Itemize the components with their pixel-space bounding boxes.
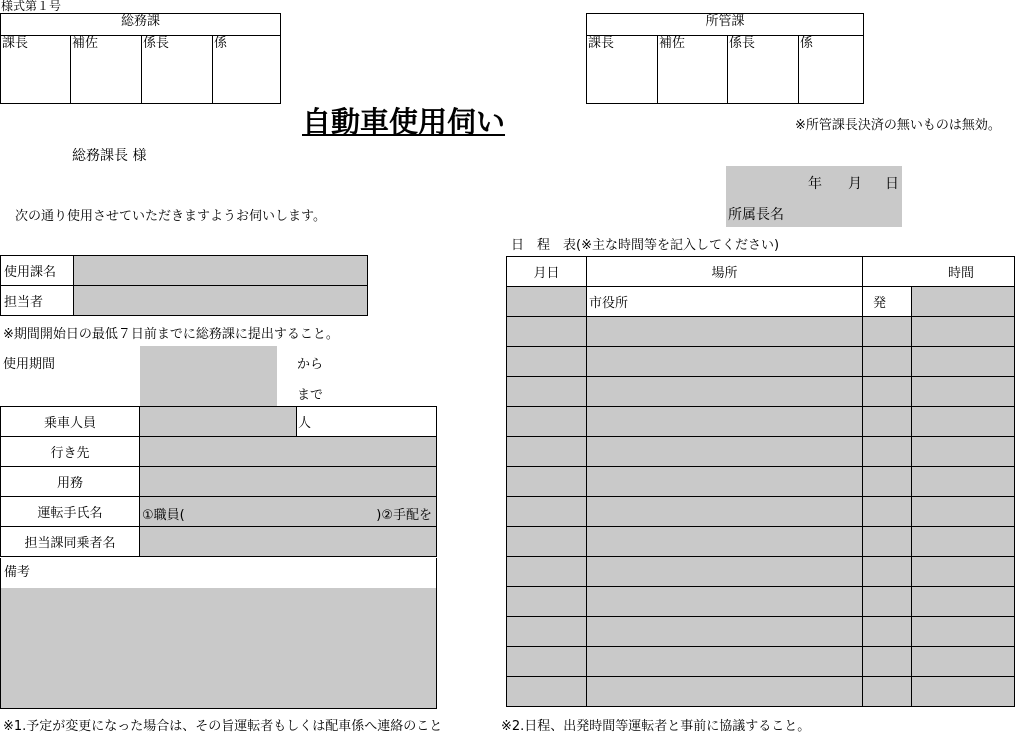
schedule-date-cell[interactable] [507, 467, 587, 497]
table-row [507, 497, 1015, 527]
destination-label: 行き先 [1, 437, 140, 467]
schedule-time-prefix-cell[interactable] [863, 497, 912, 527]
schedule-time-prefix-cell[interactable] [863, 467, 912, 497]
schedule-date-cell[interactable] [507, 647, 587, 677]
schedule-date-cell[interactable] [507, 317, 587, 347]
schedule-date-cell[interactable] [507, 407, 587, 437]
general-affairs-box-title: 総務課 [1, 14, 281, 36]
footnote-1: ※1.予定が変更になった場合は、その旨運転者もしくは配車係へ連絡のこと [3, 719, 443, 734]
schedule-place-cell[interactable] [587, 437, 863, 467]
remarks-label: 備考 [4, 565, 31, 580]
jurisdiction-cell-staff[interactable]: 係 [799, 36, 864, 104]
period-from: から [297, 357, 324, 372]
table-row [507, 287, 1015, 317]
schedule-time-prefix-cell[interactable] [863, 377, 912, 407]
month-label: 月 [848, 176, 862, 192]
schedule-place-cell[interactable] [587, 647, 863, 677]
destination-field[interactable] [140, 437, 437, 467]
driver-option1: ①職員( [142, 508, 185, 523]
passengers-field[interactable] [140, 407, 297, 437]
jurisdiction-approval-box [586, 13, 864, 104]
period-to: まで [297, 388, 324, 403]
schedule-place-cell[interactable] [587, 467, 863, 497]
trip-details-table [0, 406, 437, 557]
schedule-time-cell[interactable] [912, 557, 1015, 587]
table-row [507, 317, 1015, 347]
schedule-place-cell[interactable] [587, 347, 863, 377]
schedule-time-cell[interactable] [912, 527, 1015, 557]
schedule-date-cell[interactable] [507, 527, 587, 557]
schedule-date-cell[interactable] [507, 377, 587, 407]
table-row [507, 557, 1015, 587]
schedule-time-prefix-cell[interactable] [863, 647, 912, 677]
schedule-date-cell[interactable] [507, 677, 587, 707]
schedule-place-cell[interactable] [587, 407, 863, 437]
schedule-time-cell[interactable] [912, 377, 1015, 407]
table-row [507, 617, 1015, 647]
page-title: 自動車使用伺い [302, 105, 506, 139]
schedule-place-cell[interactable] [587, 677, 863, 707]
year-label: 年 [808, 176, 822, 192]
jurisdiction-cell-section-chief[interactable]: 課長 [587, 36, 658, 104]
schedule-time-cell[interactable] [912, 677, 1015, 707]
schedule-place-cell[interactable] [587, 527, 863, 557]
approval-cell-subsection-chief[interactable]: 係長 [142, 36, 213, 104]
driver-option2: )②手配を [376, 508, 432, 523]
jurisdiction-note: ※所管課長決済の無いものは無効。 [795, 118, 1001, 133]
table-row [507, 347, 1015, 377]
schedule-date-cell[interactable] [507, 497, 587, 527]
table-row [507, 377, 1015, 407]
schedule-place-cell[interactable] [587, 617, 863, 647]
schedule-date-cell[interactable] [507, 347, 587, 377]
schedule-place-cell[interactable] [587, 377, 863, 407]
user-dept-label: 使用課名 [1, 256, 74, 286]
table-row [507, 647, 1015, 677]
business-field[interactable] [140, 467, 437, 497]
period-label: 使用期間 [3, 357, 56, 372]
jurisdiction-box-title: 所管課 [587, 14, 864, 36]
business-label: 用務 [1, 467, 140, 497]
schedule-time-cell[interactable] [912, 497, 1015, 527]
applicant-table [0, 255, 368, 316]
schedule-time-cell[interactable] [912, 287, 1015, 317]
schedule-time-prefix-cell[interactable] [863, 527, 912, 557]
person-in-charge-field[interactable] [74, 286, 368, 316]
dept-head-label: 所属長名 [728, 207, 784, 223]
table-row [507, 467, 1015, 497]
person-in-charge-label: 担当者 [1, 286, 74, 316]
schedule-table [506, 256, 1015, 707]
schedule-date-cell[interactable] [507, 617, 587, 647]
remarks-field[interactable] [1, 588, 436, 708]
schedule-time-cell[interactable] [912, 587, 1015, 617]
schedule-time-cell[interactable] [912, 647, 1015, 677]
schedule-time-cell[interactable] [912, 347, 1015, 377]
schedule-time-prefix-cell[interactable] [863, 557, 912, 587]
approval-cell-section-chief[interactable]: 課長 [1, 36, 71, 104]
co-rider-label: 担当課同乗者名 [1, 527, 140, 557]
table-row [507, 677, 1015, 707]
period-field[interactable] [140, 346, 277, 406]
schedule-place-cell[interactable] [587, 587, 863, 617]
date-signature-box[interactable] [726, 166, 902, 227]
schedule-header-time: 時間 [863, 257, 1015, 287]
schedule-time-prefix-cell[interactable] [863, 317, 912, 347]
schedule-time-prefix-cell[interactable] [863, 407, 912, 437]
approval-cell-assistant[interactable]: 補佐 [71, 36, 142, 104]
form-number: 様式第１号 [1, 0, 62, 13]
table-row [507, 437, 1015, 467]
schedule-time-prefix-cell[interactable] [863, 617, 912, 647]
schedule-time-prefix-cell[interactable] [863, 437, 912, 467]
schedule-place-cell[interactable] [587, 317, 863, 347]
deadline-note: ※期間開始日の最低７日前までに総務課に提出すること。 [3, 327, 339, 342]
jurisdiction-cell-subsection-chief[interactable]: 係長 [728, 36, 799, 104]
co-rider-field[interactable] [140, 527, 437, 557]
remarks-box [0, 558, 437, 709]
passengers-label: 乗車人員 [1, 407, 140, 437]
general-affairs-approval-box [0, 13, 281, 104]
schedule-date-cell[interactable] [507, 437, 587, 467]
driver-field[interactable] [140, 497, 437, 527]
schedule-time-cell[interactable] [912, 317, 1015, 347]
addressee: 総務課長 様 [72, 148, 147, 164]
schedule-place-cell[interactable]: 市役所 [587, 287, 863, 317]
passengers-unit: 人 [297, 407, 437, 437]
table-row [507, 587, 1015, 617]
schedule-time-cell[interactable] [912, 407, 1015, 437]
schedule-place-cell[interactable] [587, 497, 863, 527]
schedule-header-place: 場所 [587, 257, 863, 287]
schedule-time-prefix-cell[interactable] [863, 677, 912, 707]
day-label: 日 [885, 176, 899, 192]
schedule-time-prefix: 発 [863, 287, 912, 317]
schedule-header-date: 月日 [507, 257, 587, 287]
table-row [507, 407, 1015, 437]
user-dept-field[interactable] [74, 256, 368, 286]
approval-cell-staff[interactable]: 係 [213, 36, 281, 104]
schedule-heading: 日 程 表(※主な時間等を記入してください) [511, 238, 780, 253]
schedule-time-cell[interactable] [912, 437, 1015, 467]
footnote-2: ※2.日程、出発時間等運転者と事前に協議すること。 [501, 719, 811, 734]
schedule-date-cell[interactable] [507, 287, 587, 317]
request-text: 次の通り使用させていただきますようお伺いします。 [15, 209, 326, 224]
schedule-place-cell[interactable] [587, 557, 863, 587]
schedule-time-prefix-cell[interactable] [863, 347, 912, 377]
schedule-date-cell[interactable] [507, 557, 587, 587]
schedule-time-prefix-cell[interactable] [863, 587, 912, 617]
schedule-time-cell[interactable] [912, 467, 1015, 497]
driver-label: 運転手氏名 [1, 497, 140, 527]
table-row [507, 527, 1015, 557]
jurisdiction-cell-assistant[interactable]: 補佐 [658, 36, 728, 104]
schedule-date-cell[interactable] [507, 587, 587, 617]
schedule-time-cell[interactable] [912, 617, 1015, 647]
